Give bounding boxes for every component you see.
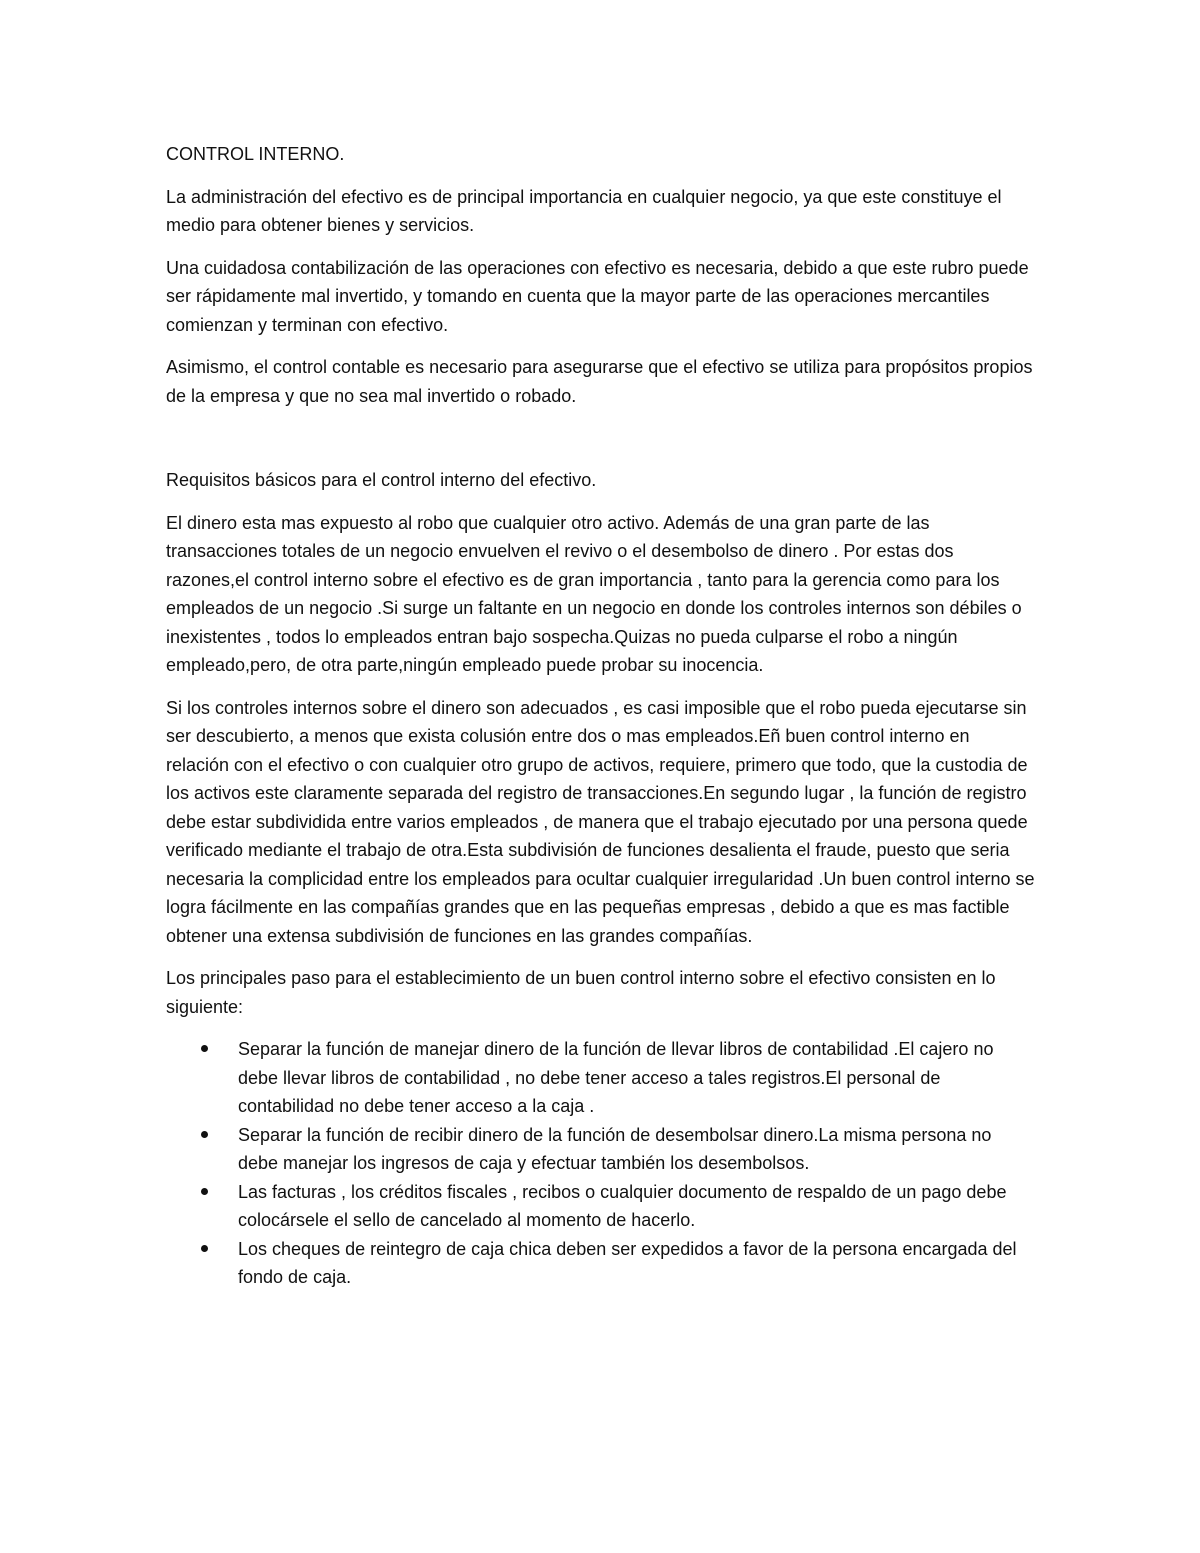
list-item — [238, 1035, 1036, 1121]
bullet-icon — [201, 1188, 208, 1195]
document-title: CONTROL INTERNO. — [166, 144, 345, 164]
steps-list — [166, 1035, 1036, 1292]
bullet-icon — [201, 1045, 208, 1052]
list-item-text: Los cheques de reintegro de caja chica deben ser expedidos a favor de la persona encargada del fondo de caja. — [238, 1238, 1017, 1287]
list-item-text: Las facturas , los créditos fiscales , recibos o cualquier documento de respaldo de un pago debe colocársele el sello de cancelado al momento de hacerlo. — [238, 1181, 1007, 1230]
list-item-text: Separar la función de manejar dinero de la función de llevar libros de contabilidad .El cajero no debe llevar libros de contabilidad , no debe tener acceso a tales registros.El personal de contabilidad no debe tener acceso a la caja . — [238, 1039, 994, 1116]
bullet-icon — [201, 1245, 208, 1252]
blank-line — [166, 424, 1036, 466]
body-paragraph-2: Si los controles internos sobre el dinero son adecuados , es casi imposible que el robo pueda ejecutarse sin ser descubierto, a menos que exista colusión entre dos o mas empleados.Eñ buen control interno en relación con el efectivo o con cualquier otro grupo de activos, requiere, primero que todo, que la custodia de los activos este claramente separada del registro de transacciones.En segundo lugar , la función de registro debe estar subdividida entre varios empleados , de manera que el trabajo ejecutado por una persona quede verificado mediante el trabajo de otra.Esta subdivisión de funciones desalienta el fraude, puesto que seria necesaria la complicidad entre los empleados para ocultar cualquier irregularidad .Un buen control interno se logra fácilmente en las compañías grandes que en las pequeñas empresas , debido a que es mas factible obtener una extensa subdivisión de funciones en las grandes compañías. — [166, 697, 1035, 946]
body-paragraph-3: Los principales paso para el establecimiento de un buen control interno sobre el efectivo consisten en lo siguiente: — [166, 968, 996, 1017]
bullet-icon — [201, 1131, 208, 1138]
intro-paragraph-1: La administración del efectivo es de principal importancia en cualquier negocio, ya que este constituye el medio para obtener bienes y servicios. — [166, 186, 1002, 235]
list-item — [238, 1121, 1036, 1178]
list-item — [238, 1178, 1036, 1235]
intro-paragraph-3: Asimismo, el control contable es necesario para asegurarse que el efectivo se utiliza para propósitos propios de la empresa y que no sea mal invertido o robado. — [166, 357, 1033, 406]
body-paragraph-1: El dinero esta mas expuesto al robo que cualquier otro activo. Además de una gran parte de las transacciones totales de un negocio envuelven el revivo o el desembolso de dinero . Por estas dos razones,el control interno sobre el efectivo es de gran importancia , tanto para la gerencia como para los empleados de un negocio .Si surge un faltante en un negocio en donde los controles internos son débiles o inexistentes , todos lo empleados entran bajo sospecha.Quizas no pueda culparse el robo a ningún empleado,pero, de otra parte,ningún empleado puede probar su inocencia. — [166, 512, 1022, 675]
list-item — [238, 1235, 1036, 1292]
document-page — [166, 140, 1036, 1292]
section-heading: Requisitos básicos para el control interno del efectivo. — [166, 470, 597, 490]
list-item-text: Separar la función de recibir dinero de la función de desembolsar dinero.La misma persona no debe manejar los ingresos de caja y efectuar también los desembolsos. — [238, 1124, 992, 1173]
intro-paragraph-2: Una cuidadosa contabilización de las operaciones con efectivo es necesaria, debido a que este rubro puede ser rápidamente mal invertido, y tomando en cuenta que la mayor parte de las operaciones mercantiles comienzan y terminan con efectivo. — [166, 257, 1029, 335]
